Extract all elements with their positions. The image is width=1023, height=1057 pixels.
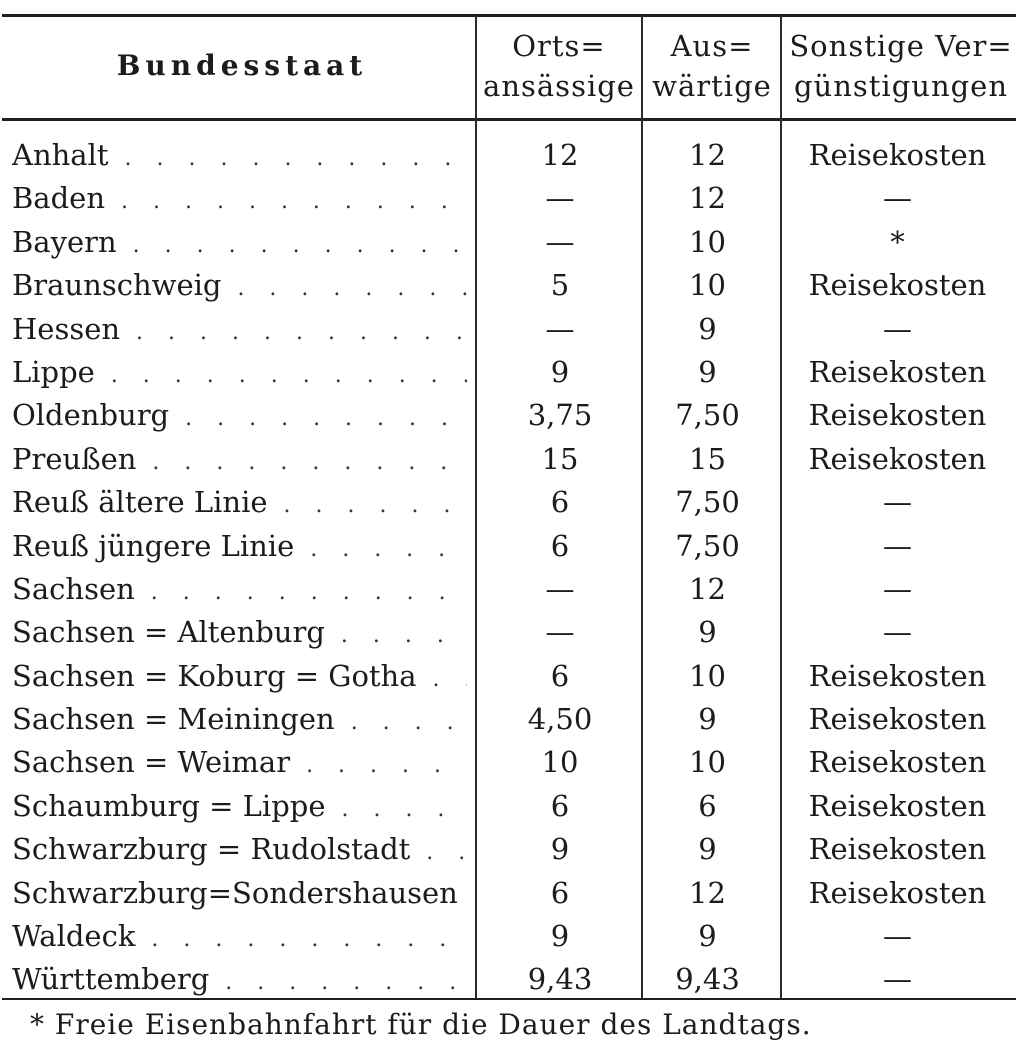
- sonstige-value: Reisekosten: [808, 702, 987, 737]
- header-rule: [2, 118, 1016, 121]
- sonstige-value: Reisekosten: [808, 398, 987, 433]
- sonstige-value: *: [890, 224, 905, 259]
- auswaertige-value: 7,50: [675, 485, 740, 520]
- auswaertige-value: 12: [689, 138, 726, 172]
- sonstige-value: Reisekosten: [808, 268, 987, 303]
- ortsansaessige-value: 3,75: [527, 398, 593, 433]
- state-name: Schaumburg = Lippe . . .: [12, 785, 467, 828]
- table-row: [0, 828, 1023, 871]
- table-row: [0, 438, 1023, 481]
- auswaertige-value: 9,43: [675, 962, 740, 997]
- auswaertige-value: 7,50: [675, 398, 740, 433]
- ortsansaessige-value: —: [545, 615, 575, 650]
- auswaertige-value: 10: [689, 745, 726, 780]
- ortsansaessige-value: 6: [550, 875, 570, 910]
- state-name: Reuß ältere Linie . . .: [12, 481, 467, 524]
- table-row: [0, 915, 1023, 958]
- header-orts-line1: Orts=: [512, 29, 606, 63]
- auswaertige-value: 10: [689, 268, 726, 303]
- state-name: Bayern . . .: [12, 221, 467, 264]
- state-name: Waldeck . . .: [12, 915, 467, 958]
- ortsansaessige-value: 4,50: [527, 702, 593, 737]
- ortsansaessige-value: 6: [550, 485, 570, 520]
- sonstige-value: Reisekosten: [808, 745, 987, 780]
- table-row: [0, 351, 1023, 394]
- state-name: Schwarzburg = Rudolstadt . . .: [12, 828, 467, 871]
- sonstige-value: —: [883, 919, 912, 954]
- table-row: [0, 394, 1023, 437]
- auswaertige-value: 12: [689, 875, 726, 910]
- state-name: Württemberg . . .: [12, 958, 467, 1001]
- ortsansaessige-value: 15: [541, 441, 579, 476]
- sonstige-value: Reisekosten: [808, 788, 987, 823]
- ortsansaessige-value: —: [545, 311, 575, 346]
- ortsansaessige-value: 9: [550, 832, 570, 867]
- ortsansaessige-value: 10: [541, 745, 579, 780]
- table-row: [0, 611, 1023, 654]
- state-name: Sachsen = Altenburg . . .: [12, 611, 467, 654]
- state-name: Sachsen . . .: [12, 568, 467, 611]
- sonstige-value: —: [883, 528, 912, 563]
- ortsansaessige-value: 12: [541, 138, 579, 172]
- state-name: Baden . . .: [12, 177, 467, 220]
- ortsansaessige-value: 9,43: [527, 962, 593, 997]
- sonstige-value: —: [883, 962, 912, 997]
- state-name: Lippe . . .: [12, 351, 467, 394]
- table-row: [0, 221, 1023, 264]
- ortsansaessige-value: —: [545, 224, 575, 259]
- state-name: Braunschweig . . .: [12, 264, 467, 307]
- header-orts-line2: ansässige: [483, 69, 635, 103]
- table-row: [0, 481, 1023, 524]
- state-name: Sachsen = Meiningen . . .: [12, 698, 467, 741]
- auswaertige-value: 12: [689, 571, 726, 606]
- header-sonst-line1: Sonstige Ver=: [789, 29, 1013, 63]
- sonstige-value: Reisekosten: [808, 832, 987, 867]
- top-rule: [2, 14, 1016, 17]
- table-body: [0, 134, 1023, 1002]
- header-ortsansaessige: [478, 26, 640, 106]
- auswaertige-value: 9: [698, 615, 717, 650]
- table-row: [0, 177, 1023, 220]
- header-ausw-line2: wärtige: [652, 69, 772, 103]
- auswaertige-value: 9: [698, 702, 717, 737]
- header-ausw-line1: Aus=: [670, 29, 754, 63]
- state-name: Reuß jüngere Linie . . .: [12, 525, 467, 568]
- ortsansaessige-value: 6: [550, 528, 570, 563]
- table-row: [0, 958, 1023, 1001]
- auswaertige-value: 6: [698, 788, 717, 823]
- sonstige-value: —: [883, 181, 912, 216]
- state-name: Schwarzburg=Sondershausen . . .: [12, 872, 467, 915]
- ortsansaessige-value: 5: [550, 268, 570, 303]
- sonstige-value: —: [883, 311, 912, 346]
- state-name: Anhalt . . .: [12, 134, 467, 177]
- table-row: [0, 741, 1023, 784]
- auswaertige-value: 9: [698, 832, 717, 867]
- header-sonstige: [783, 26, 1019, 106]
- state-name: Hessen . . .: [12, 308, 467, 351]
- ortsansaessige-value: —: [545, 571, 575, 606]
- table-row: [0, 525, 1023, 568]
- footnote: * Freie Eisenbahnfahrt für die Dauer des Landtags.: [30, 1008, 812, 1041]
- sonstige-value: Reisekosten: [808, 354, 987, 389]
- auswaertige-value: 9: [698, 354, 717, 389]
- auswaertige-value: 7,50: [675, 528, 740, 563]
- table-row: [0, 308, 1023, 351]
- sonstige-value: —: [883, 485, 912, 520]
- header-auswaertige: [644, 26, 780, 106]
- ortsansaessige-value: 9: [550, 354, 570, 389]
- ortsansaessige-value: 6: [550, 788, 570, 823]
- auswaertige-value: 9: [698, 919, 717, 954]
- sonstige-value: —: [883, 571, 912, 606]
- state-name: Sachsen = Weimar . . .: [12, 741, 467, 784]
- table-row: [0, 872, 1023, 915]
- header-state: Bundesstaat: [116, 49, 368, 82]
- state-name: Preußen . . .: [12, 438, 467, 481]
- sonstige-value: Reisekosten: [808, 138, 987, 172]
- sonstige-value: —: [883, 615, 912, 650]
- auswaertige-value: 10: [689, 658, 726, 693]
- ortsansaessige-value: 9: [550, 919, 570, 954]
- header-sonst-line2: günstigungen: [793, 69, 1009, 103]
- auswaertige-value: 10: [689, 224, 726, 259]
- table-row: [0, 134, 1023, 177]
- sonstige-value: Reisekosten: [808, 441, 987, 476]
- ortsansaessige-value: —: [545, 181, 575, 216]
- auswaertige-value: 15: [689, 441, 726, 476]
- sonstige-value: Reisekosten: [808, 658, 987, 693]
- table-row: [0, 785, 1023, 828]
- auswaertige-value: 9: [698, 311, 717, 346]
- ortsansaessige-value: 6: [550, 658, 570, 693]
- auswaertige-value: 12: [689, 181, 726, 216]
- state-name: Oldenburg . . .: [12, 394, 467, 437]
- state-name: Sachsen = Koburg = Gotha . . .: [12, 655, 467, 698]
- table-row: [0, 568, 1023, 611]
- table-row: [0, 655, 1023, 698]
- table-row: [0, 264, 1023, 307]
- table-row: [0, 698, 1023, 741]
- sonstige-value: Reisekosten: [808, 875, 987, 910]
